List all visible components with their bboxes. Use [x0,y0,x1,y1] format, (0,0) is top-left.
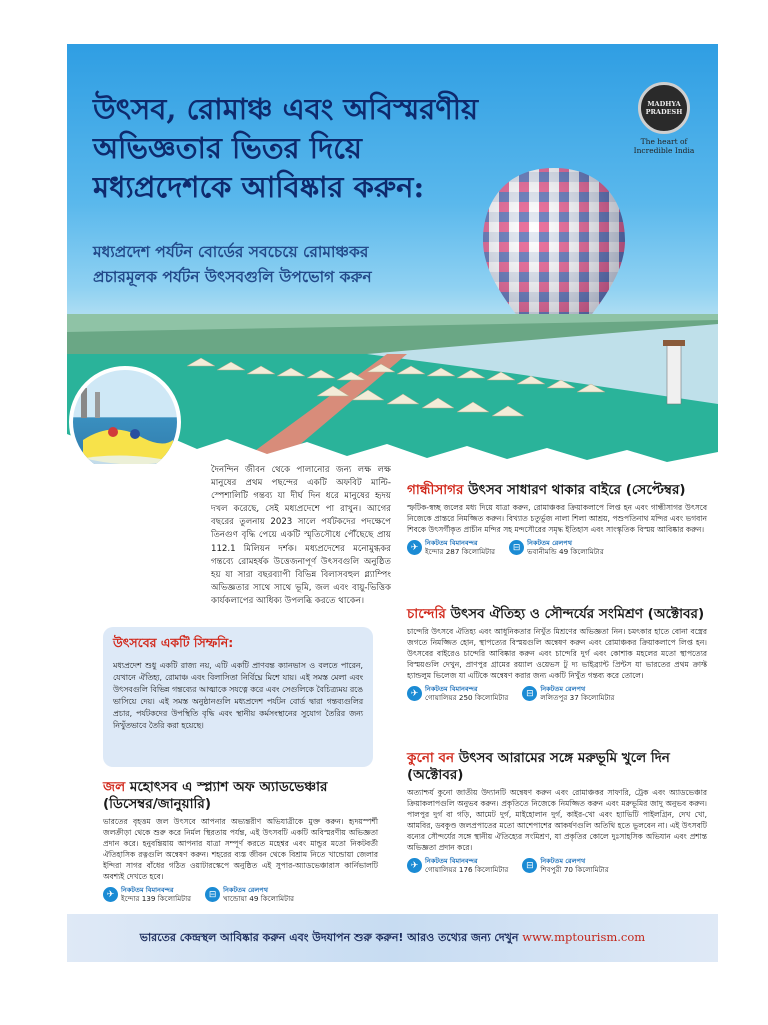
airport-value: গোয়ালিয়র 176 কিলোমিটার [425,865,509,874]
airport-label: নিকটতম বিমানবন্দর [425,685,478,693]
section-title-rest: উৎসব ঐতিহ্য ও সৌন্দর্যের সংমিশ্রণ (অক্টোবর) [450,606,705,622]
mp-tourism-logo [627,82,701,155]
footer-text [140,929,645,948]
section-title-highlight: গান্ধীসাগর [407,482,464,498]
nearest-railway [522,857,608,874]
airport-value: গোয়ালিয়র 250 কিলোমিটার [425,693,509,702]
footer-message: ভারতের কেন্দ্রস্থল আবিষ্কার করুন এবং উদযাপন শুরু করুন! আরও তথ্যের জন্য দেখুন [139,930,523,944]
rail-value: খান্ডোয়া 49 কিলোমিটার [223,894,295,903]
airplane-icon: ✈ [407,540,422,555]
nearest-airport [103,886,191,903]
distance-info [407,857,707,874]
section-description: অত্যাশ্চর্য কুনো জাতীয় উদ্যানটি অন্বেষণ করুন এবং রোমাঞ্চকর সাফারি, ট্রেক এবং অ্যাডভেঞ্চার ক্রিয়াকলাপগুলি অনুভব করুন। প্রকৃতিতে নিজেকে নিমজ্জিত করুন এবং মরুভূমির জাদু অনুভব করুন। পালপুর দুর্গ বা গড়ি, আমেট দুর্গ, মাইহোলান দুর্গ, কাইর-খো এবং হ্যাভিটি পাইলগ্রিন, দেখ খো, আমবির, ডবকুণ্ড জলপ্রপাতের মতো আশেপাশের আকর্ষণগুলি অতিথি হতে ভুলবেন না। এই উৎসবটি বন্যের সৌন্দর্যের সঙ্গে স্থানীয় ঐতিহ্যের সংমিশ্রণ, যা প্রকৃতির কোলে দুঃসাহসিক অভিযান এবং প্রশান্ত অভিজ্ঞতা প্রদান করে। [407,788,707,852]
section-description: স্ফটিক-স্বচ্ছ জলের মধ্য দিয়ে যাত্রা করুন, রোমাঞ্চকর ক্রিয়াকলাপে লিপ্ত হন এবং গান্ধীসাগর উৎসবে নিজেকে প্রান্তরে নিমজ্জিত করুন। বিখ্যাত চতুর্ভুজ নালা শিলা আশ্রয়, পশুপতিনাথ মন্দির এবং ভগবান শিবকে উৎসর্গীকৃত প্রাচীন মন্দির সহ মন্দসৌরের সমৃদ্ধ ইতিহাস এবং সাংস্কৃতিক বিস্ময় আবিষ্কার করুন। [407,503,707,534]
section-title-highlight: কুনো বন [407,750,455,766]
logo-tagline [627,137,701,155]
airport-label: নিকটতম বিমানবন্দর [425,539,478,547]
section-title [407,482,707,499]
logo-tagline-line-2: Incredible India [633,146,695,155]
nearest-railway [509,539,604,556]
nearest-airport [407,857,508,874]
logo-tagline-line-1: The heart of [640,137,688,146]
section-title-highlight: চান্দেরি [407,606,446,622]
rail-label: নিকটতম রেলপথ [223,886,269,894]
section-chanderi [407,606,707,702]
page-subtitle [93,240,513,290]
title-line-3: মধ্যপ্রদেশকে আবিষ্কার করুন: [93,170,425,204]
festival-box-title: উৎসবের একটি সিম্ফনি: [113,635,234,650]
footer-banner [67,914,718,962]
distance-info [407,685,707,702]
section-title [407,750,707,784]
subtitle-line-2: প্রচারমূলক পর্যটন উৎসবগুলি উপভোগ করুন [93,268,372,286]
section-description: ভারতের বৃহত্তম জল উৎসবে আপনার অভ্যন্তরীণ অভিযাত্রীকে মুক্ত করুন। হৃদয়স্পর্শী জলক্রীড়া থেকে শুরু করে নির্মল স্থিরতায় পর্যন্ত, এই উৎসবটি একটি অবিস্মরণীয় অভিজ্ঞতা প্রদান করে। হনুবন্তিয়ায় আপনার যাত্রা সম্পূর্ণ করতে মহেশ্বর এবং মান্ডুর মতো নিকটবর্তী ঐতিহাসিক রত্নগুলি অন্বেষণ করুন। শহরের ব্যস্ত জীবন থেকে বিশ্রাম নিতে খান্ডোয়া জেলার ইন্দিরা সাগর বাঁধের গঠিত ওয়াটারস্কেপে অনুষ্ঠিত এই সুপার-অ্যাডভেঞ্চারাস কার্নিভালটি অবশ্যই দেখতে হবে। [103,817,378,881]
hero-banner [67,44,718,464]
nearest-railway [205,886,294,903]
airplane-icon: ✈ [103,887,118,902]
train-icon: ⊟ [205,887,220,902]
train-icon: ⊟ [522,686,537,701]
airplane-icon: ✈ [407,686,422,701]
rail-label: নিকটতম রেলপথ [540,685,586,693]
section-title [103,779,378,813]
page-title [93,90,523,207]
rail-value: ভবানীমন্ডি 49 কিলোমিটার [527,547,604,556]
airplane-icon: ✈ [407,858,422,873]
title-line-2: অভিজ্ঞতার ভিতর দিয়ে [93,131,362,165]
intro-column [91,464,391,608]
section-title-rest: উৎসব আরামের সঙ্গে মরুভূমি খুলে দিন (অক্টোবর) [407,750,670,783]
section-title-rest: উৎসব সাধারণ থাকার বাইরে (সেপ্টেম্বর) [468,482,686,498]
nearest-airport [407,685,508,702]
airport-value: ইন্দোর 287 কিলোমিটার [425,547,496,556]
intro-paragraph [91,464,391,608]
train-icon: ⊟ [509,540,524,555]
title-line-1: উৎসব, রোমাঞ্চ এবং অবিস্মরণীয় [93,92,479,126]
section-gandhisagar [407,482,707,556]
nearest-airport [407,539,495,556]
intro-text: দৈনন্দিন জীবন থেকে পালানোর জন্য লক্ষ লক্ষ মানুষের প্রথম পছন্দের একটি অফবিট মাল্টি-স্পেশালিটি গন্তব্য যা দীর্ঘ দিন ধরে মানুষের হৃদয় দখল করেছে, সেই মধ্যপ্রদেশে পা রাখুন। আগের বছরের তুলনায় 2023 সালে পর্যটকদের পদক্ষেপে তিনগুণ বৃদ্ধি পেয়ে একটি স্মৃতিসৌধে পৌঁছেছে প্রায় 112.1 মিলিয়ন দর্শক। মধ্যপ্রদেশের মনোমুগ্ধকর গন্তব্যে রোমহর্ষক উত্তেজনাপূর্ণ উৎসবগুলি অনুষ্ঠিত হয় যা সারা বছরব্যাপী বিভিন্ন বিলাসবহুল গ্ল্যাম্পিং অভিজ্ঞতার সাথে সাথে ভূমি, জল এবং বায়ু-ভিত্তিক কার্যকলাপের আধিক্য উপলব্ধি করতে থাকেন। [211,465,391,606]
rail-label: নিকটতম রেলপথ [527,539,573,547]
nearest-railway [522,685,614,702]
airport-label: নিকটতম বিমানবন্দর [425,857,478,865]
festival-box-body: মধ্যপ্রদেশ শুধু একটি রাজ্য নয়, এটি একটি প্রাণবন্ত ক্যানভাস ও বলতে পারেন, যেখানে ঐতিহ্য, রোমাঞ্চ এবং বিলাসিতা নির্বিঘ্নে মিশে যায়। এই সমস্ত মেলা এবং উৎসবগুলি বিভিন্ন গন্তব্যের আত্মাকে সযত্নে করে এবং সেগুলিকে বৈচিত্র্যময় রঙে ভাসিয়ে দেয়। এই সমস্ত অনুষ্ঠানগুলি মধ্যপ্রদেশ পর্যটন বোর্ড দ্বারা গন্তব্যগুলির প্রচার, পর্যটকদের উপস্থিতি বৃদ্ধি এবং স্থানীয় কর্মসংস্থানের সুযোগ তৈরির জন্য নিখুঁতভাবে তৈরি করা হয়েছে। [113,661,363,730]
logo-seal: MADHYA PRADESH [638,82,690,134]
rail-value: শিবপুরী 70 কিলোমিটার [540,865,609,874]
section-jal-mahotsav [103,779,378,903]
website-link[interactable]: www.mptourism.com [522,929,646,944]
train-icon: ⊟ [522,858,537,873]
festival-symphony-box [103,627,373,767]
section-title-highlight: জল [103,779,126,795]
rail-value: ললিতপুর 37 কিলোমিটার [540,693,615,702]
section-title-rest: মহোৎসব এ স্প্ল্যাশ অফ অ্যাডভেঞ্চার (ডিসেম্বর/জানুয়ারি) [103,779,328,812]
section-kuno-forest [407,750,707,874]
section-title [407,606,707,623]
section-description: চান্দেরি উৎসবে ঐতিহ্য এবং আধুনিকতার নিখুঁত মিশ্রণের অভিজ্ঞতা নিন। চমৎকার হাতে বোনা বস্ত্রের জগতে নিমজ্জিত হোন, স্থাপত্যের বিস্ময়গুলি অন্বেষণ করুন এবং রোমাঞ্চকর ক্রিয়াকলাপে লিপ্ত হন। উৎসবের বাইরেও চান্দেরি আবিষ্কার করুন এবং চান্দেরি দুর্গ এবং কোশাক মহলের মতো স্থাপত্যের বিস্ময়গুলি দেখুন, প্রাণপুর গ্রামের রয়্যাল ওয়েভস টু দ্য ভাইব্র্যান্ট প্রিন্টস যা ভারতের প্রথম ক্রাফ্ট হ্যান্ডলুম ভিলেজ যা এটিকে অন্বেষণ করার জন্য একটি নিখুঁত গন্তব্য করে তোলে। [407,627,707,680]
distance-info [103,886,378,903]
rail-label: নিকটতম রেলপথ [540,857,586,865]
subtitle-line-1: মধ্যপ্রদেশ পর্যটন বোর্ডের সবচেয়ে রোমাঞ্চকর [93,243,369,261]
distance-info [407,539,707,556]
airport-value: ইন্দোর 139 কিলোমিটার [121,894,192,903]
advertorial-page [67,44,718,962]
airport-label: নিকটতম বিমানবন্দর [121,886,174,894]
